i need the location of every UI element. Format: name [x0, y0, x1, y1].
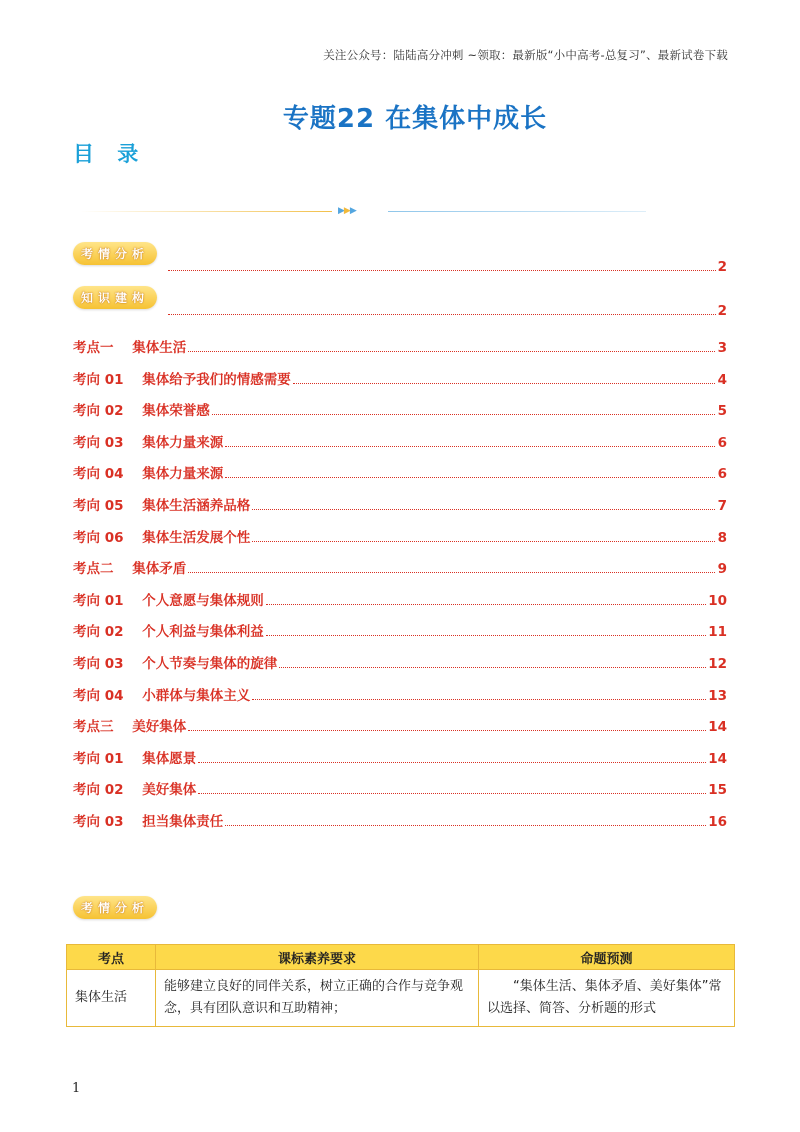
toc-entry-label: 考向 04 集体力量来源 [73, 466, 224, 483]
toc-page-number: 2 [717, 259, 727, 275]
toc-leader-dots [225, 476, 715, 478]
toc-page-number: 14 [708, 750, 727, 767]
toc-entry[interactable] [73, 336, 727, 356]
toc-leader-dots [279, 666, 706, 668]
toc-entry[interactable] [73, 557, 727, 577]
toc-page-number: 13 [708, 687, 727, 704]
table-header-cell: 命题预测 [479, 945, 735, 970]
toc-page-number: 6 [717, 466, 727, 483]
toc-entry[interactable] [73, 399, 727, 419]
toc-leader-dots [168, 269, 716, 271]
table-cell: “集体生活、集体矛盾、美好集体”常以选择、简答、分析题的形式 [479, 970, 735, 1027]
table-header-cell: 考点 [67, 945, 156, 970]
badge-knowledge: 知识建构 [73, 286, 157, 309]
toc-leader-dots [198, 761, 706, 763]
toc-entry[interactable] [73, 589, 727, 609]
toc-heading: 目 录 [73, 142, 147, 166]
toc-entry-label: 考向 01 集体愿景 [73, 750, 197, 767]
toc-leader-dots [188, 571, 715, 573]
toc-entry-label: 考向 03 个人节奏与集体的旋律 [73, 656, 278, 672]
toc-badge-knowledge[interactable] [73, 286, 157, 309]
toc-entry-label: 考向 02 个人利益与集体利益 [73, 624, 264, 641]
exam-analysis-table [66, 944, 735, 1027]
toc-page-number: 6 [717, 434, 727, 451]
toc-leader-dots [198, 792, 706, 794]
toc-page-number: 11 [708, 624, 727, 641]
section-badge-analysis [73, 896, 157, 919]
table-header-cell: 课标素养要求 [156, 945, 479, 970]
toc-entry[interactable] [73, 462, 727, 482]
toc-leader-dots [168, 313, 716, 315]
divider-line-right [388, 211, 646, 212]
toc-page-number: 3 [717, 340, 727, 356]
toc-entry[interactable] [73, 620, 727, 640]
toc-entry-label: 考点二 集体矛盾 [73, 561, 187, 578]
toc-entry-label: 考向 06 集体生活发展个性 [73, 529, 251, 546]
toc-entry[interactable] [73, 747, 727, 767]
toc-page-number: 10 [708, 592, 727, 609]
toc-page-number: 9 [717, 561, 727, 578]
page-title: 专题22 在集体中成长 [282, 104, 548, 134]
toc-leader-dots [188, 729, 706, 731]
toc-page-number: 2 [717, 303, 727, 319]
toc-leader-dots [225, 445, 715, 447]
toc-entry[interactable] [73, 684, 727, 704]
toc-entry-label: 考向 03 担当集体责任 [73, 814, 224, 830]
toc-entry-label: 考点三 美好集体 [73, 719, 187, 736]
toc-leader-dots [188, 350, 715, 352]
arrow-icon: ▶▶▶ [338, 206, 356, 216]
toc-leader-dots [252, 508, 715, 510]
decorative-divider [80, 206, 646, 218]
table-row [67, 970, 735, 1027]
toc-page-number: 5 [717, 403, 727, 420]
toc-entry[interactable] [73, 715, 727, 735]
toc-entry[interactable] [73, 652, 727, 672]
toc-leader-dots [266, 603, 706, 605]
toc-entry[interactable] [73, 431, 727, 451]
toc-page-number: 15 [708, 782, 727, 799]
header-note: 关注公众号：陆陆高分冲刺 ~领取：最新版“小中高考-总复习”、最新试卷下载 [323, 48, 728, 62]
toc-entry[interactable] [73, 778, 727, 798]
toc-leader-dots [252, 540, 715, 542]
toc-badge-analysis[interactable] [73, 242, 157, 265]
table-header-row [67, 945, 735, 970]
badge-analysis: 考情分析 [73, 896, 157, 919]
toc-entry-label: 考向 01 集体给予我们的情感需要 [73, 371, 291, 388]
toc-page-number: 4 [717, 371, 727, 388]
toc-entry-label: 考向 03 集体力量来源 [73, 434, 224, 451]
toc-leader-dots [266, 634, 706, 636]
toc-leader-dots [252, 698, 706, 700]
toc-entry-label: 考向 02 集体荣誉感 [73, 403, 210, 420]
divider-line-left [80, 211, 332, 212]
table-cell: 能够建立良好的同伴关系，树立正确的合作与竞争观念，具有团队意识和互助精神； [156, 970, 479, 1027]
toc-row-knowledge[interactable] [168, 301, 727, 319]
toc-leader-dots [293, 382, 715, 384]
toc-entry-label: 考点一 集体生活 [73, 340, 187, 356]
toc-page-number: 8 [717, 529, 727, 546]
table-cell: 集体生活 [67, 970, 156, 1027]
badge-analysis: 考情分析 [73, 242, 157, 265]
toc-entry[interactable] [73, 810, 727, 830]
toc-entry-label: 考向 02 美好集体 [73, 782, 197, 799]
toc-leader-dots [225, 824, 706, 826]
toc-entry[interactable] [73, 368, 727, 388]
toc-page-number: 7 [717, 498, 727, 514]
toc-page-number: 12 [708, 656, 727, 672]
toc-row-analysis[interactable] [168, 257, 727, 275]
toc-leader-dots [212, 413, 715, 415]
page-number: 1 [72, 1081, 81, 1096]
toc-entry-label: 考向 01 个人意愿与集体规则 [73, 592, 264, 609]
toc-entry-label: 考向 05 集体生活涵养品格 [73, 498, 251, 514]
toc-page-number: 14 [708, 719, 727, 736]
toc-entry-label: 考向 04 小群体与集体主义 [73, 687, 251, 704]
toc-page-number: 16 [708, 814, 727, 830]
toc-entry[interactable] [73, 494, 727, 514]
toc-entry[interactable] [73, 526, 727, 546]
